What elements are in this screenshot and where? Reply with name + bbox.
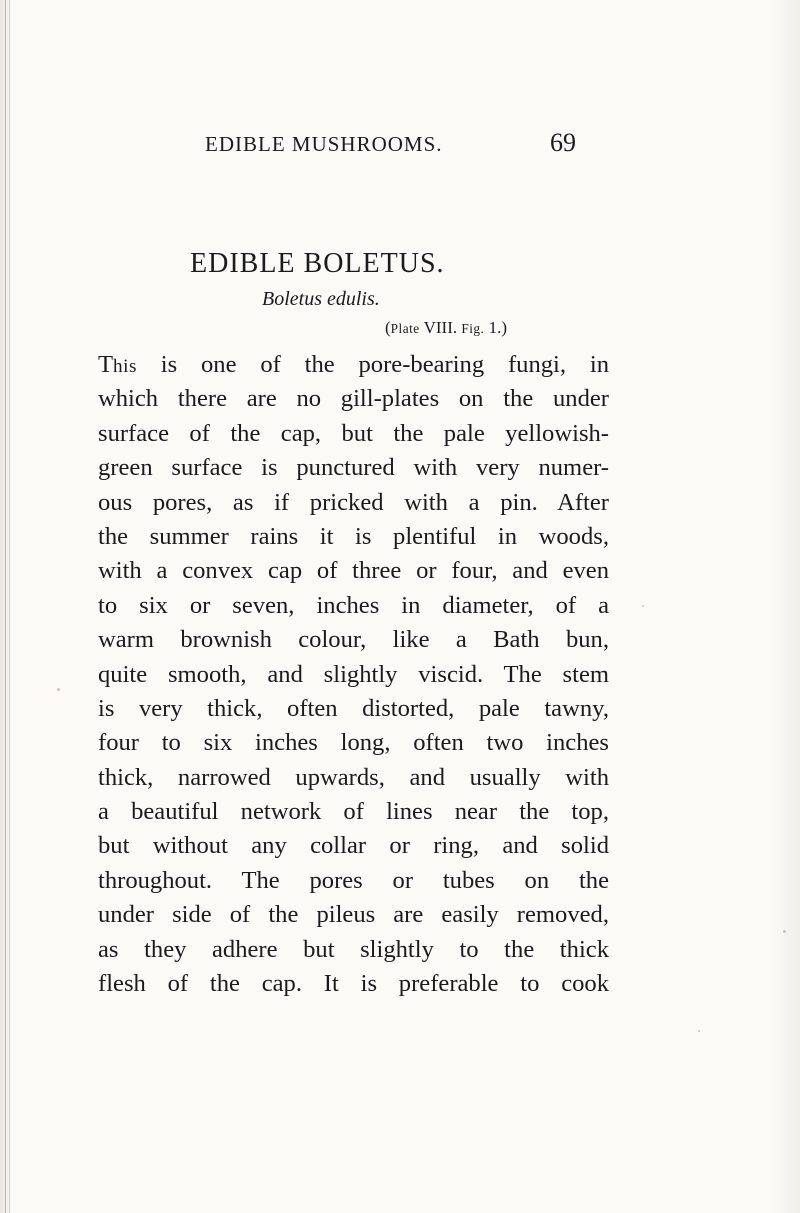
body-line: the summer rains it is plentiful in woods, [98, 522, 609, 550]
page-right-edge [770, 0, 800, 1213]
running-head [0, 128, 800, 162]
body-line: under side of the pileus are easily removed, [98, 901, 609, 929]
plate-ref-fig-word: Fig. [461, 321, 485, 336]
plate-ref-open: ( [385, 318, 391, 337]
page-number: 69 [550, 128, 576, 157]
body-line: four to six inches long, often two inches [98, 729, 609, 757]
body-line: surface of the cap, but the pale yellowish- [98, 419, 609, 447]
body-line: green surface is punctured with very numer- [98, 454, 609, 482]
first-word-initial: T [98, 351, 114, 378]
body-line-text: is one of the pore-bearing fungi, in [136, 351, 609, 378]
body-line: but without any collar or ring, and solid [98, 832, 609, 860]
body-line: which there are no gill-plates on the under [98, 385, 609, 413]
binding-edge [0, 0, 12, 1213]
body-line: quite smooth, and slightly viscid. The stem [98, 660, 609, 688]
paper-speck [783, 930, 786, 933]
body-line: to six or seven, inches in diameter, of a [98, 591, 609, 619]
body-line: thick, narrowed upwards, and usually with [98, 763, 609, 791]
body-paragraph [98, 348, 609, 1001]
paper-speck [57, 688, 60, 691]
article-title: EDIBLE BOLETUS. [190, 248, 445, 279]
latin-name: Boletus edulis. [262, 288, 380, 310]
body-line: as they adhere but slightly to the thick [98, 935, 609, 963]
plate-ref-plate-word: Plate [390, 321, 420, 336]
binding-line [5, 0, 6, 1213]
paper-speck [698, 1030, 700, 1032]
body-line [98, 348, 609, 382]
first-word-rest: his [113, 356, 137, 377]
body-line: ous pores, as if pricked with a pin. After [98, 488, 609, 516]
plate-reference [385, 318, 507, 338]
body-line: flesh of the cap. It is preferable to cook [98, 970, 609, 998]
paper-speck [642, 605, 644, 607]
body-line: with a convex cap of three or four, and even [98, 557, 609, 585]
plate-ref-plate-number: VIII. [419, 318, 462, 337]
body-line: warm brownish colour, like a Bath bun, [98, 626, 609, 654]
running-head-title: EDIBLE MUSHROOMS. [205, 132, 443, 156]
body-line: is very thick, often distorted, pale tawny, [98, 694, 609, 722]
body-line: a beautiful network of lines near the top, [98, 798, 609, 826]
binding-line-inner [9, 0, 10, 1213]
plate-ref-fig-number: 1.) [484, 318, 508, 337]
body-line: throughout. The pores or tubes on the [98, 866, 609, 894]
